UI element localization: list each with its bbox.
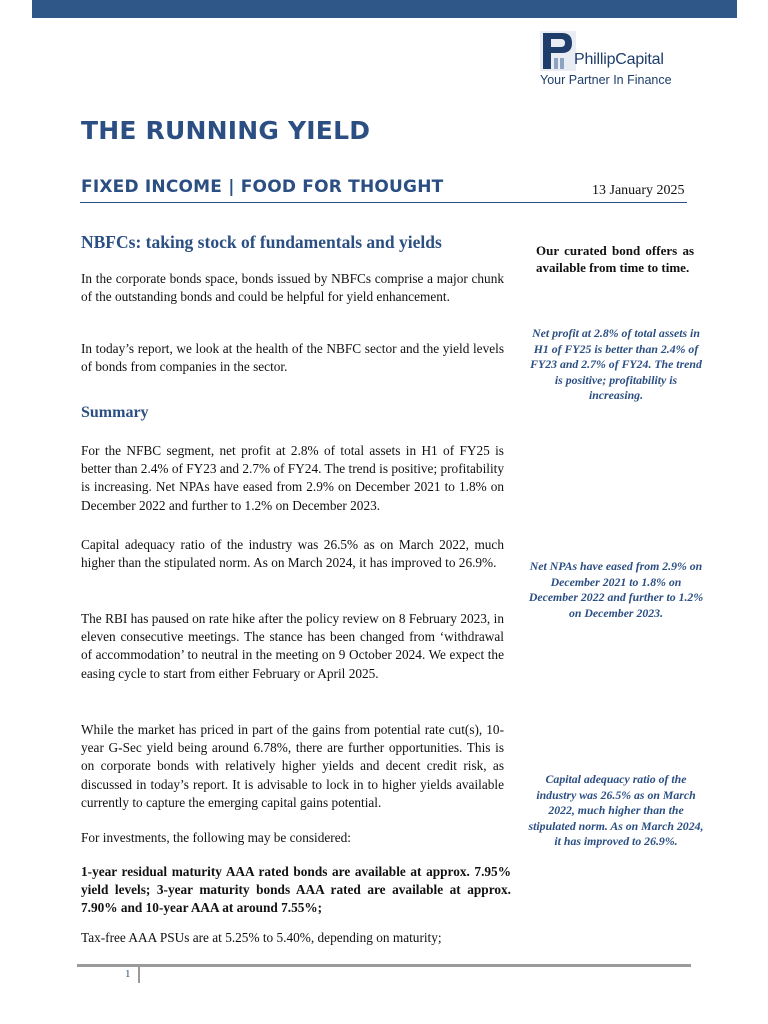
summary-paragraph: For investments, the following may be considered: <box>81 830 351 845</box>
summary-paragraph: The RBI has paused on rate hike after the policy review on 8 February 2023, in eleven consecutive meetings. The stance has been changed from ‘withdrawal of accommodation’ to neutral in the meeting on 9 October 2024. We expect the easing cycle to start from either February or April 2025. <box>81 611 504 681</box>
summary-paragraph: While the market has priced in part of the gains from potential rate cut(s), 10-year G-Sec yield being around 6.78%, there are further opportunities. This is on corporate bonds with relatively higher yields and decent credit risk, as discussed in today’s report. It is advisable to lock in to higher yields available currently to capture the emerging capital gains potential. <box>81 722 504 810</box>
header-divider <box>80 202 687 203</box>
page-number: 1 <box>125 968 131 980</box>
sidebar-offer: Our curated bond offers as available from time to time. <box>536 243 694 275</box>
brand-tagline: Your Partner In Finance <box>540 73 672 87</box>
phillipcapital-logo-icon <box>540 31 576 71</box>
sidebar-callout: Net NPAs have eased from 2.9% on December 2021 to 1.8% on December 2022 and further to 1.2% on December 2023. <box>528 559 704 620</box>
sidebar-callout: Capital adequacy ratio of the industry was 26.5% as on March 2022, much higher than the stipulated norm. As on March 2024, it has improved to 26.9%. <box>528 772 704 848</box>
intro-paragraph: In the corporate bonds space, bonds issued by NBFCs comprise a major chunk of the outstanding bonds and could be helpful for yield enhancement. <box>81 271 504 305</box>
page-number-bar <box>138 966 140 983</box>
publication-title: THE RUNNING YIELD <box>81 116 371 145</box>
summary-paragraph: For the NFBC segment, net profit at 2.8% of total assets in H1 of FY25 is better than 2.4% of FY23 and 2.7% of FY24. The trend is positive; profitability is increasing. Net NPAs have eased from 2.9% on December 2021 to 1.8% on December 2022 and further to 1.2% on December 2023. <box>81 443 504 513</box>
footer-divider <box>77 964 691 967</box>
article-heading: NBFCs: taking stock of fundamentals and yields <box>81 232 442 252</box>
publication-date: 13 January 2025 <box>592 183 685 198</box>
brand-name: PhillipCapital <box>574 51 664 68</box>
summary-heading: Summary <box>81 404 149 421</box>
brand-logo <box>540 31 700 91</box>
recommendation-paragraph: 1-year residual maturity AAA rated bonds are available at approx. 7.95% yield levels; 3-year maturity bonds AAA rated are available at approx. 7.90% and 10-year AAA at around 7.55%; <box>81 864 511 916</box>
sidebar-callout: Net profit at 2.8% of total assets in H1 of FY25 is better than 2.4% of FY23 and 2.7% of FY24. The trend is positive; profitability is increasing. <box>530 326 702 402</box>
publication-subtitle: FIXED INCOME | FOOD FOR THOUGHT <box>81 177 444 197</box>
intro-paragraph: In today’s report, we look at the health of the NBFC sector and the yield levels of bonds from companies in the sector. <box>81 341 504 375</box>
taxfree-paragraph: Tax-free AAA PSUs are at 5.25% to 5.40%, depending on maturity; <box>81 930 442 945</box>
header-bar <box>32 0 737 18</box>
summary-paragraph: Capital adequacy ratio of the industry was 26.5% as on March 2022, much higher than the stipulated norm. As on March 2024, it has improved to 26.9%. <box>81 537 504 571</box>
